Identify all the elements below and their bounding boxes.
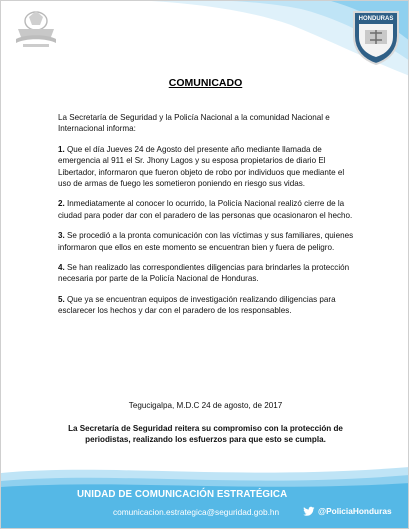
list-item <box>58 198 358 221</box>
item-number: 2. <box>58 199 65 209</box>
footer-email-link[interactable]: comunicacion.estrategica@seguridad.gob.hn <box>113 507 280 517</box>
date-line: Tegucigalpa, M.D.C 24 de agosto, de 2017 <box>128 401 283 410</box>
intro-paragraph: La Secretaría de Seguridad y la Policía Nacional a la comunidad Nacional e Internacional informa: <box>58 113 330 134</box>
footer-unit-name: UNIDAD DE COMUNICACIÓN ESTRATÉGICA <box>77 488 288 500</box>
item-text: Que el día Jueves 24 de Agosto del presente año mediante llamada de emergencia al 911 el Sr. Jhony Lagos y su esposa propietarios de diario El Libertador, informaron que fueron objeto de robo por individuos que mediante el uso de armas de fuego les sometieron poniendo en riesgo sus vidas. <box>58 144 345 189</box>
item-text: Se procedió a la pronta comunicación con las víctimas y sus familiares, quienes informaron que ellos en este momento se encuentran bien y fuera de peligro. <box>58 231 354 252</box>
item-number: 3. <box>58 231 65 241</box>
communique-body <box>58 112 358 326</box>
badge-label: HONDURAS <box>358 16 394 22</box>
item-number: 4. <box>58 263 65 273</box>
list-item <box>58 294 358 317</box>
list-item <box>58 230 358 253</box>
footer-social-handle[interactable]: @PoliciaHonduras <box>318 506 392 516</box>
item-number: 1. <box>58 144 65 154</box>
police-badge-icon <box>350 6 402 66</box>
item-text: Inmediatamente al conocer lo ocurrido, la Policía Nacional realizó cierre de la ciudad para poder dar con el paradero de las personas que ocasionaron el hecho. <box>58 199 353 220</box>
coat-of-arms-icon <box>13 7 59 51</box>
page-title: COMUNICADO <box>168 77 243 89</box>
item-text: Se han realizado las correspondientes diligencias para brindarles la protección necesaria por parte de la Policía Nacional de Honduras. <box>58 263 350 284</box>
list-item <box>58 144 358 190</box>
twitter-icon[interactable] <box>303 506 315 517</box>
closing-statement: La Secretaría de Seguridad reitera su compromiso con la protección de periodistas, realizando los esfuerzos para que esto se cumpla. <box>68 424 343 445</box>
list-item <box>58 262 358 285</box>
item-number: 5. <box>58 294 65 304</box>
item-text: Que ya se encuentran equipos de investigación realizando diligencias para esclarecer los hechos y dar con el paradero de los responsables. <box>58 294 336 316</box>
